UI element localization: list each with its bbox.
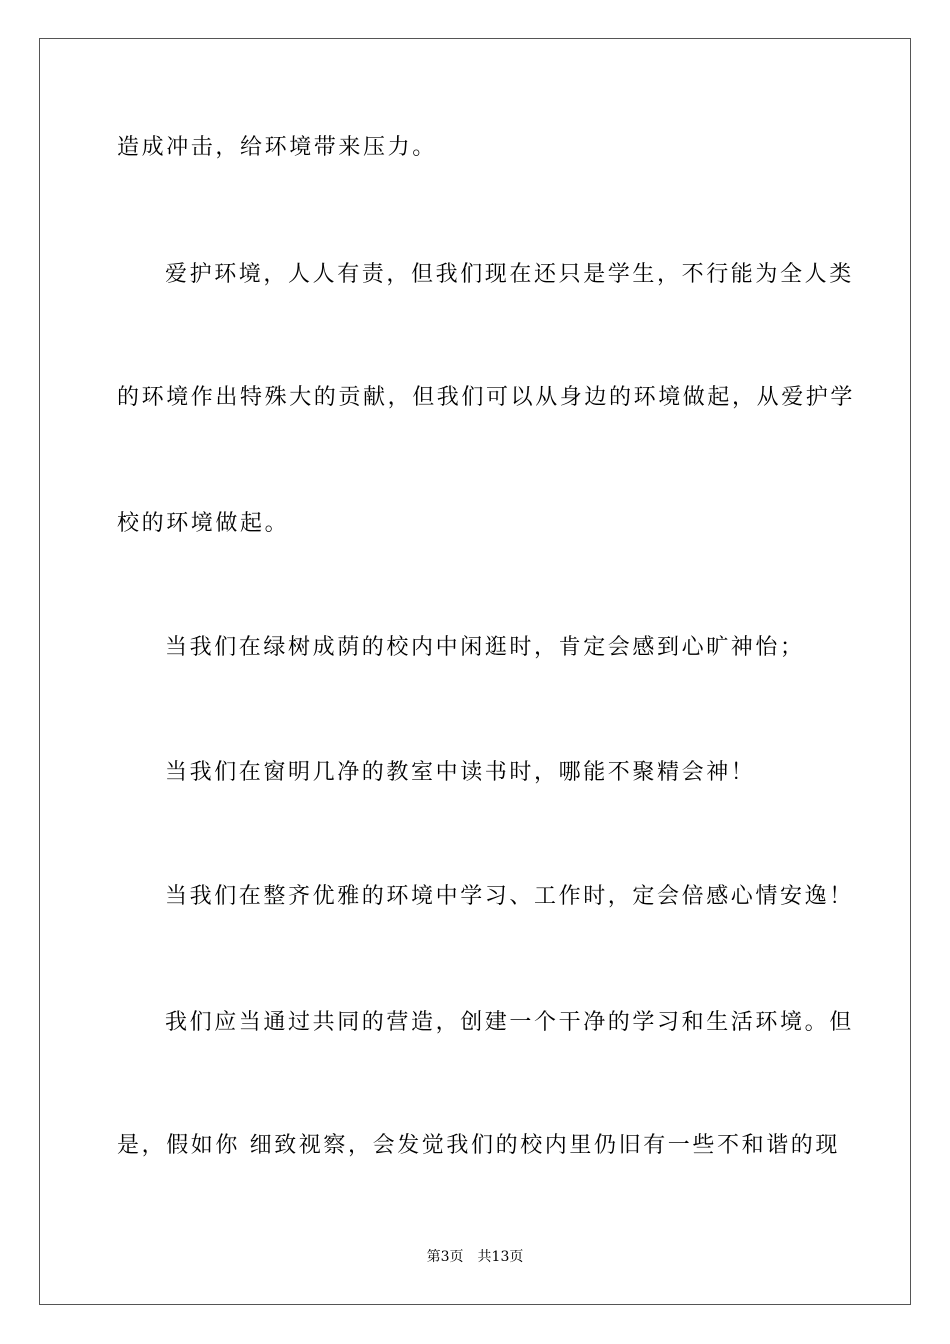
body-text-line: 当我们在绿树成荫的校内中闲逛时，肯定会感到心旷神怡； [165,635,805,660]
body-text-line: 爱护环境，人人有责，但我们现在还只是学生，不行能为全人类 [165,262,854,287]
body-text-line: 当我们在窗明几净的教室中读书时，哪能不聚精会神！ [165,760,756,785]
body-text-line: 是，假如你 细致视察，会发觉我们的校内里仍旧有一些不和谐的现 [117,1133,840,1158]
page-total: 共13页 [477,1249,524,1265]
page-border [39,38,911,1305]
body-text-line: 校的环境做起。 [117,511,290,536]
body-text-line: 的环境作出特殊大的贡献，但我们可以从身边的环境做起，从爱护学 [117,385,856,410]
page-number: 第3页 [426,1249,464,1265]
body-text-line: 当我们在整齐优雅的环境中学习、工作时，定会倍感心情安逸！ [165,884,854,909]
body-text-line: 造成冲击，给环境带来压力。 [117,135,437,160]
page-footer [0,1248,950,1266]
body-text-line: 我们应当通过共同的营造，创建一个干净的学习和生活环境。但 [165,1010,854,1035]
